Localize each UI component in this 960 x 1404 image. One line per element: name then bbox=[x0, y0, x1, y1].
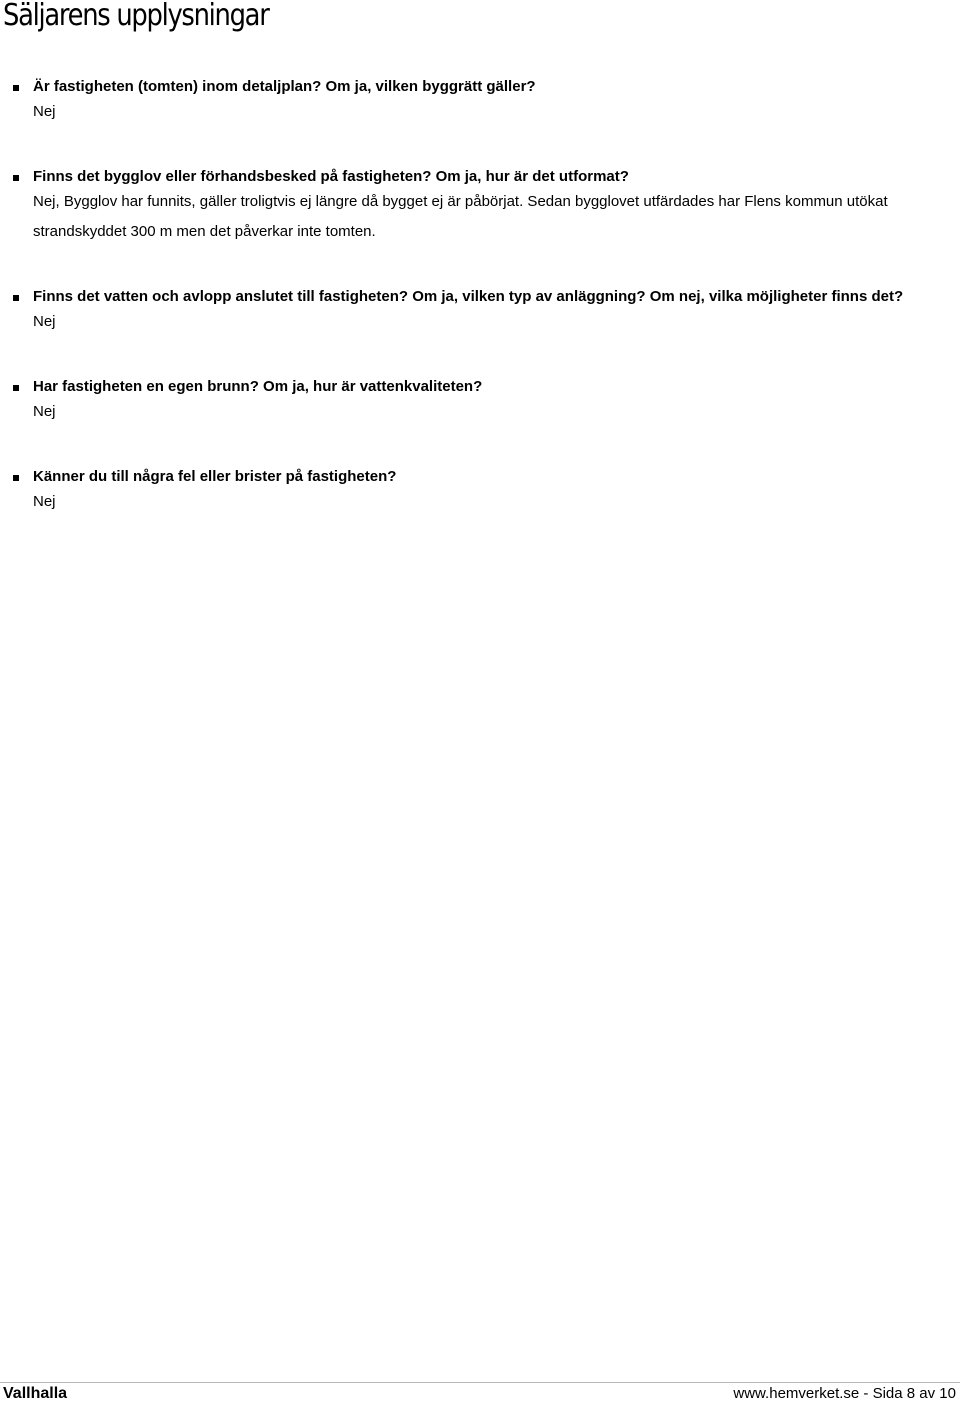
square-bullet-icon bbox=[13, 385, 19, 391]
footer-brand: Vallhalla bbox=[3, 1385, 68, 1402]
square-bullet-icon bbox=[13, 295, 19, 301]
answer-text: Nej, Bygglov har funnits, gäller troligtvis ej längre då bygget ej är påbörjat. Sedan bygglovet utfärdades har Flens kommun utökat strandskyddet 300 m men det påverkar inte tomten. bbox=[33, 193, 888, 240]
answer-text: Nej bbox=[33, 493, 56, 510]
answer-text: Nej bbox=[33, 403, 56, 420]
question-text: Är fastigheten (tomten) inom detaljplan? Om ja, vilken byggrätt gäller? bbox=[33, 78, 536, 95]
question-text: Har fastigheten en egen brunn? Om ja, hur är vattenkvaliteten? bbox=[33, 378, 483, 395]
square-bullet-icon bbox=[13, 85, 19, 91]
page-title: Säljarens upplysningar bbox=[3, 0, 269, 33]
question-text: Känner du till några fel eller brister på fastigheten? bbox=[33, 468, 397, 485]
answer-text: Nej bbox=[33, 313, 56, 330]
square-bullet-icon bbox=[13, 175, 19, 181]
square-bullet-icon bbox=[13, 475, 19, 481]
question-text: Finns det vatten och avlopp anslutet till fastigheten? Om ja, vilken typ av anläggning? Om nej, vilka möjligheter finns det? bbox=[33, 288, 904, 305]
footer-page-info: www.hemverket.se - Sida 8 av 10 bbox=[733, 1385, 956, 1402]
answer-text: Nej bbox=[33, 103, 56, 120]
question-text: Finns det bygglov eller förhandsbesked på fastigheten? Om ja, hur är det utformat? bbox=[33, 168, 629, 185]
footer-divider bbox=[0, 1382, 960, 1383]
